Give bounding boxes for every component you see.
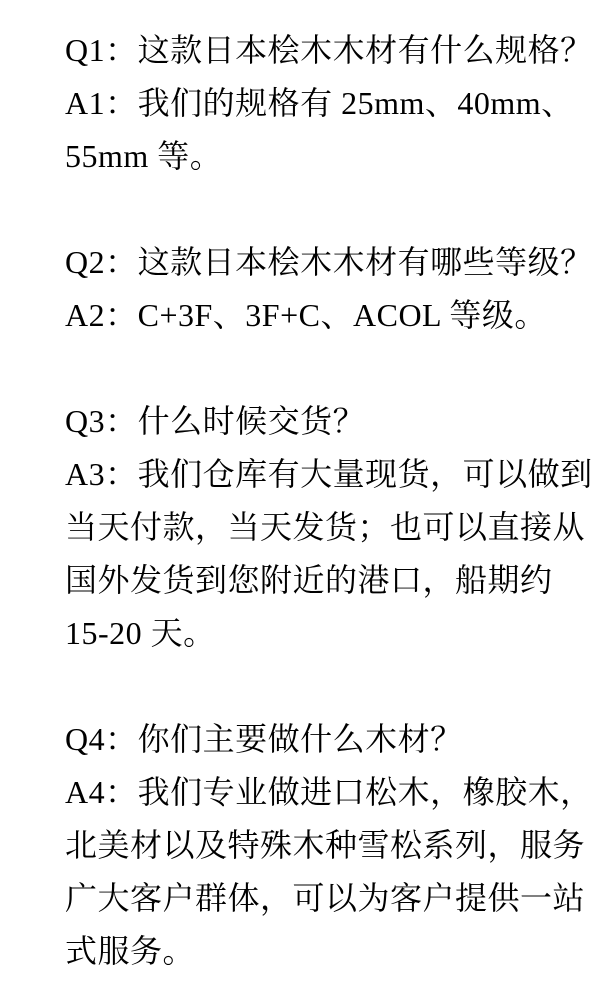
qa-answer-line: 北美材以及特殊木种雪松系列，服务 [65, 827, 586, 863]
qa-block-q2 [65, 236, 593, 342]
qa-answer-line: A3：我们仓库有大量现货，可以做到 [65, 456, 593, 492]
qa-block-q4 [65, 713, 593, 978]
qa-block-q1 [65, 24, 593, 183]
qa-question-line: Q1：这款日本桧木木材有什么规格？ [65, 32, 593, 68]
qa-answer-line: 国外发货到您附近的港口，船期约 [65, 562, 553, 598]
qa-block-q3 [65, 395, 593, 660]
qa-answer-line: 当天付款，当天发货；也可以直接从 [65, 509, 586, 545]
qa-question-line: Q3：什么时候交货？ [65, 403, 366, 439]
qa-answer-line: 式服务。 [65, 933, 196, 969]
qa-answer-line: A2：C+3F、3F+C、ACOL 等级。 [65, 297, 547, 333]
qa-answer-line: 55mm 等。 [65, 138, 223, 174]
qa-question-line: Q2：这款日本桧木木材有哪些等级？ [65, 244, 593, 280]
qa-question-line: Q4：你们主要做什么木材？ [65, 721, 463, 757]
qa-answer-line: 15-20 天。 [65, 615, 216, 651]
qa-answer-line: A1：我们的规格有 25mm、40mm、 [65, 85, 574, 121]
qa-answer-line: 广大客户群体，可以为客户提供一站 [65, 880, 586, 916]
qa-answer-line: A4：我们专业做进口松木，橡胶木， [65, 774, 593, 810]
